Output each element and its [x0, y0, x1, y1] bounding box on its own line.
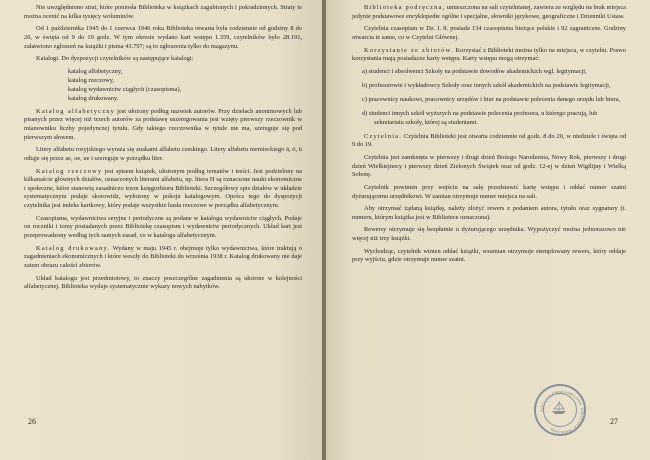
section-heading: Katalog alfabetyczny: [36, 107, 116, 115]
section-body: jest ułożony podług nazwisk autorów. Przy dziełach anonimowych lub pisanych przez więcej niż trzech autorów za podstawę uszeregowania jest wzięty pierwszy rzeczownik w mianowniku liczby pojedynczej tytułu. Gdy takiego rzeczownika w tytule nie ma, szereguje się pod pierwszym słowem.: [24, 107, 302, 141]
paragraph: Katalogi. Do dyspozycji czytelników są następujące katalogi:: [36, 55, 194, 63]
section-paragraph: [352, 133, 626, 150]
section-paragraph: [24, 275, 302, 292]
section-body: Litery alfabetu rosyjskiego wyraża się znakami alfabetu czeskiego. Litery alfabetu niemieckiego ä, ö, ü odtąje się przez ae, oe, ue i szereguje w porządku liter.: [24, 146, 302, 162]
section-body: jest spisem książek, ułożonym podług tematów i treści. Jest podzielony na kilkanaście głównych działów, oznaczonych literami alfabetu, np. litera H są oznaczone nauki ekonomiczne i społeczne, które stanowią zasadniczo trzon księgozbioru Biblioteki. Szczegółowy spis działów w układzie systematycznym podaje skorowidz, wyłożony w pokoju katalogowym. Oprócz tego do dyspozycji czytelnika jest indeks kartkowy, który podaje wszystkie hasła rzeczowe w porządku alfabetycznym.: [24, 167, 302, 210]
section-body: Aby otrzymać żądaną książkę, należy złożyć rewers z podaniem autora, tytułu oraz sygnatury (t. numeru, którym książka jest w Bibliotece oznaczona).: [352, 205, 626, 221]
ship-icon: [550, 400, 568, 416]
eligible-list: [352, 68, 626, 128]
section-body: Czytelnia jest zamknięta w pierwszy i drugi dzień Bożego Narodzenia, Nowy Rok, pierwszy i drugi dzień Wielkiejnocy i pierwszy dzień Zielonych Świątek oraz od godz. 12-ej w dzień Wigilijny i Wielką Sobotę.: [352, 153, 626, 179]
page-number: 26: [28, 417, 36, 426]
section-paragraph: [352, 226, 626, 243]
section-heading: Biblioteka podręczna,: [364, 4, 446, 11]
section-body: Układ katalogu jest przedmiotowy, to znaczy poszczególne zagadnienia są ułożone w kolejności alfabetycznej. Biblioteka wydaje systematycznie wykazy nowych nabytków.: [24, 274, 302, 291]
right-page: [326, 0, 650, 460]
section-paragraph: [24, 245, 302, 271]
eligible-item: a) studenci i absolwenci Szkoły na podstawie dowodów akademickich wgl. legitymacji,: [362, 67, 587, 75]
section-paragraph: [24, 168, 302, 211]
section-body: Czytelnik powinien przy wejściu na salę przedstawić kartę wstępu i oddać numer szatni dyżurującemu urzędnikowi. W zamian otrzymuje numer miejsca na sali.: [352, 183, 626, 200]
paragraph: Od 1 października 1945 do 1 czerwca 1946 roku Biblioteka otwarta była codziennie od godziny 8 do 20, w święta od 9 do 19 godz. W tym okresie wydano kart wstępu 1.359, czytelników było 28.191, załatwiono zgłoszeń na książki i pisma 43.797; są to zgłoszenia tylko do magazynu.: [24, 25, 302, 50]
section-body: Wychodząc, czytelnik winien oddać książki, wzamian otrzymuje stemplowany rewers, który oddaje przy wyjściu, gdzie otrzymuje numer szatni.: [352, 247, 626, 264]
section-body: Czytelnia czasopism w Dz. I. 8. posiada 134 czasopisma bieżące polskie i 92 zagraniczne. Godziny otwarcia te same, co w Czytelni Głównej.: [352, 25, 626, 41]
section-paragraph: [24, 108, 302, 143]
section-paragraph: [352, 25, 626, 42]
section-paragraph: [352, 205, 626, 222]
section-heading: Katalog drukowany.: [36, 244, 111, 252]
section-paragraph: [352, 154, 626, 180]
catalog-list: [24, 68, 302, 104]
section-paragraph: [352, 47, 626, 64]
section-body: umieszczona na sali czytelnianej, zawiera ze względu na brak miejsca jedynie podstawowe encyklopedie ogólne i specjalne, słowniki językowe, geograficzne i Dzienniki Ustaw.: [352, 4, 626, 20]
eligible-item: d) studenci innych szkół wyższych na podstawie polecenia profesora, u którego pracują, lub sekretariatu szkoły, której są studentami.: [362, 109, 598, 126]
section-body: Czytelnia Biblioteki jest otwarta codziennie od godz. 8 do 20, w niedziele i święta od 9 do 19.: [352, 132, 626, 149]
section-body: Wydany w maju 1945 r. obejmuje tylko wydawnictwa, które traktują o zagadnieniach ekonomicznych i które weszły do Biblioteki do września 1938 r. Katalog drukowany nie daje zatem obrazu całości zbiorów.: [24, 244, 302, 269]
catalog-item: katalog wydawnictw ciągłych (czasopisma),: [68, 85, 182, 93]
eligible-item: c) pracownicy naukowi, pracownicy urzędów i biur na podstawie polecenia danego urzędu lub biura,: [362, 95, 621, 103]
catalog-item: katalog alfabetyczny,: [68, 67, 123, 75]
section-heading: Katalog rzeczowy: [36, 167, 103, 175]
catalog-item: katalog drukowany.: [68, 94, 119, 102]
section-paragraph: [352, 4, 626, 21]
paragraph: Nie uwzględniono strat, które poniosła Biblioteka w książkach zagubionych i pokradzionych. Straty te można ocenić na kilka tysięcy woluminów.: [24, 4, 302, 20]
section-paragraph: [352, 184, 626, 201]
svg-text:SZKOŁA GŁÓWNA HANDLOWA · BIBLI: SZKOŁA GŁÓWNA HANDLOWA · BIBLIOTEKA · WARSZAWA: [539, 389, 585, 435]
catalog-item: katalog rzeczowy,: [68, 76, 115, 84]
section-paragraph: [24, 146, 302, 163]
section-heading: Czytelnia.: [364, 132, 403, 140]
eligible-item: b) profesorowie i wykładowcy Szkoły oraz innych szkół akademickich na podstawie legitymacji,: [362, 81, 611, 89]
section-paragraph: [24, 215, 302, 241]
section-body: Rewersy otrzymuje się bezpłatnie u dyżurującego urzędnika. Wypożyczyć można jednorazowo nie więcej niż trzy książki.: [352, 226, 626, 243]
section-body: Czasopisma, wydawnictwa seryjne i periodyczne są podane w katalogu wydawnictw ciągłych. Podaje on roczniki i tomy posiadanych przez Bibliotekę czasopism i wydawnictw periodycznych. Układ kart jest przeprowadzony według tych samych zasad, co w katalogu alfabetycznym.: [24, 214, 302, 240]
library-stamp: [534, 384, 586, 436]
section-heading: Korzystanie ze zbiorów.: [364, 46, 454, 54]
section-paragraph: [352, 248, 626, 265]
page-number: 27: [610, 417, 618, 426]
section-body: Korzystać z Biblioteki można tylko na miejscu, w czytelni. Prawo korzystania mają posiadacze karty wstępu. Karty wstępu mogą otrzymać:: [352, 46, 627, 63]
left-page: [0, 0, 322, 460]
